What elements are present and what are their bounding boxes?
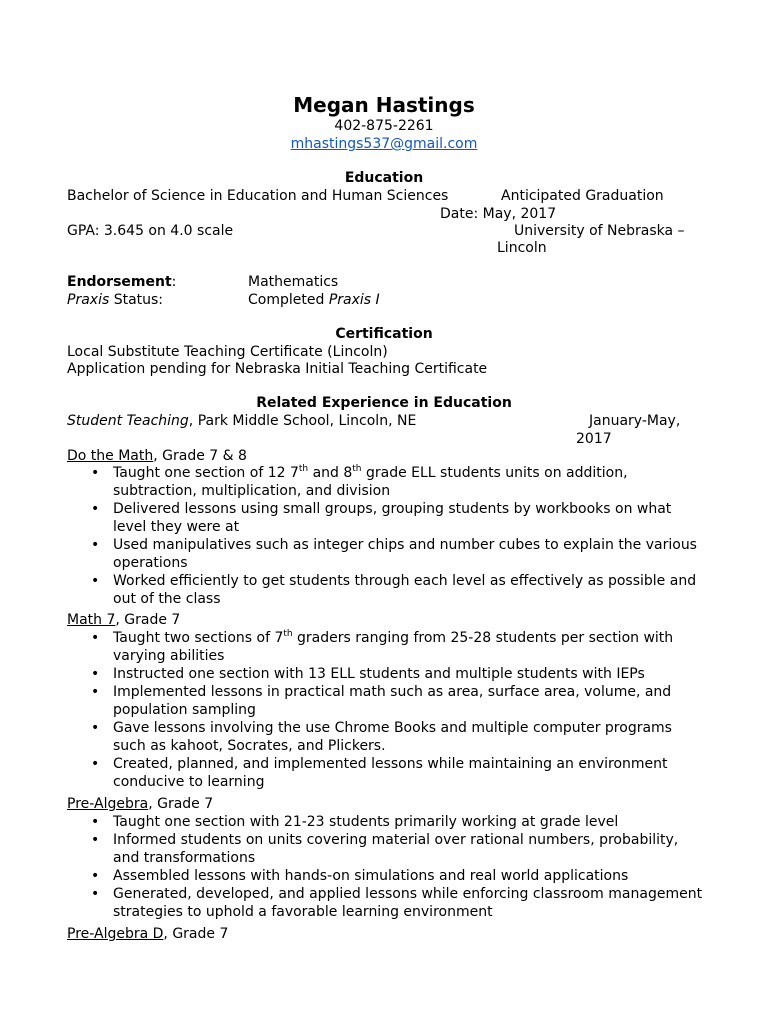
certification-heading: Certification [335,326,433,342]
course-title-line [67,795,213,813]
endorsement-value: Mathematics [248,274,339,290]
university-line-1: University of Nebraska – [514,223,685,239]
course-bullets [0,629,703,791]
university-line-2: Lincoln [497,240,547,256]
bullet-item: • Worked efficiently to get students through each level as effectively as possible and out of the class [0,572,703,608]
role-rest: , Park Middle School, Lincoln, NE [188,413,417,429]
degree-text: Bachelor of Science in Education and Human Sciences [67,188,449,204]
endorsement-colon: : [171,274,177,290]
student-teaching-role [67,412,416,430]
role-italic: Student Teaching [67,413,189,429]
course-title: Pre-Algebra D [67,926,164,942]
certification-item: Application pending for Nebraska Initial Teaching Certificate [67,361,488,377]
email-line [0,135,768,153]
course-bullets [0,464,703,608]
certification-item: Local Substitute Teaching Certificate (Lincoln) [67,344,388,360]
graduation-line-2: Date: May, 2017 [440,206,557,222]
email-link[interactable]: mhastings537@gmail.com [290,136,478,152]
praxis-value-italic: Praxis I [328,292,380,308]
education-heading: Education [344,170,424,186]
course-grade: , Grade 7 & 8 [153,448,247,464]
course-title-line [67,447,247,465]
course-title-line [67,925,228,943]
phone-number: 402-875-2261 [334,118,434,134]
bullet-item: • Instructed one section with 13 ELL students and multiple students with IEPs [0,665,703,683]
course-title-line [67,611,180,629]
bullet-item: • Taught one section of 12 7th and 8th grade ELL students units on addition, subtraction, multiplication, and division [0,464,703,500]
bullet-item: • Assembled lessons with hands-on simulations and real world applications [0,867,703,885]
dates-line-2: 2017 [576,431,612,447]
praxis-label [67,291,163,309]
bullet-item: • Delivered lessons using small groups, grouping students by workbooks on what level they were at [0,500,703,536]
dates-line-1: January-May, [589,413,681,429]
gpa-text: GPA: 3.645 on 4.0 scale [67,223,234,239]
course-grade: , Grade 7 [148,796,214,812]
bullet-item: • Generated, developed, and applied lessons while enforcing classroom management strategies to uphold a favorable learning environment [0,885,703,921]
bullet-item: • Used manipulatives such as integer chips and number cubes to explain the various operations [0,536,703,572]
course-title: Pre-Algebra [67,796,149,812]
bullet-item: • Taught one section with 21-23 students primarily working at grade level [0,813,703,831]
praxis-label-rest: Status: [109,292,164,308]
endorsement-label [67,273,176,291]
praxis-value [248,291,380,309]
experience-heading: Related Experience in Education [256,395,512,411]
course-grade: , Grade 7 [115,612,181,628]
bullet-item: • Informed students on units covering material over rational numbers, probability, and transformations [0,831,703,867]
course-title: Math 7 [67,612,116,628]
praxis-label-italic: Praxis [67,292,110,308]
candidate-name: Megan Hastings [293,93,475,117]
endorsement-label-text: Endorsement [67,274,172,290]
bullet-item: • Implemented lessons in practical math such as area, surface area, volume, and population sampling [0,683,703,719]
bullet-item: • Taught two sections of 7th graders ranging from 25-28 students per section with varying abilities [0,629,703,665]
course-title: Do the Math [67,448,154,464]
bullet-item: • Gave lessons involving the use Chrome Books and multiple computer programs such as kahoot, Socrates, and Plickers. [0,719,703,755]
course-bullets [0,813,703,921]
praxis-value-prefix: Completed [248,292,329,308]
course-grade: , Grade 7 [163,926,229,942]
graduation-line-1: Anticipated Graduation [501,188,664,204]
bullet-item: • Created, planned, and implemented lessons while maintaining an environment conducive to learning [0,755,703,791]
